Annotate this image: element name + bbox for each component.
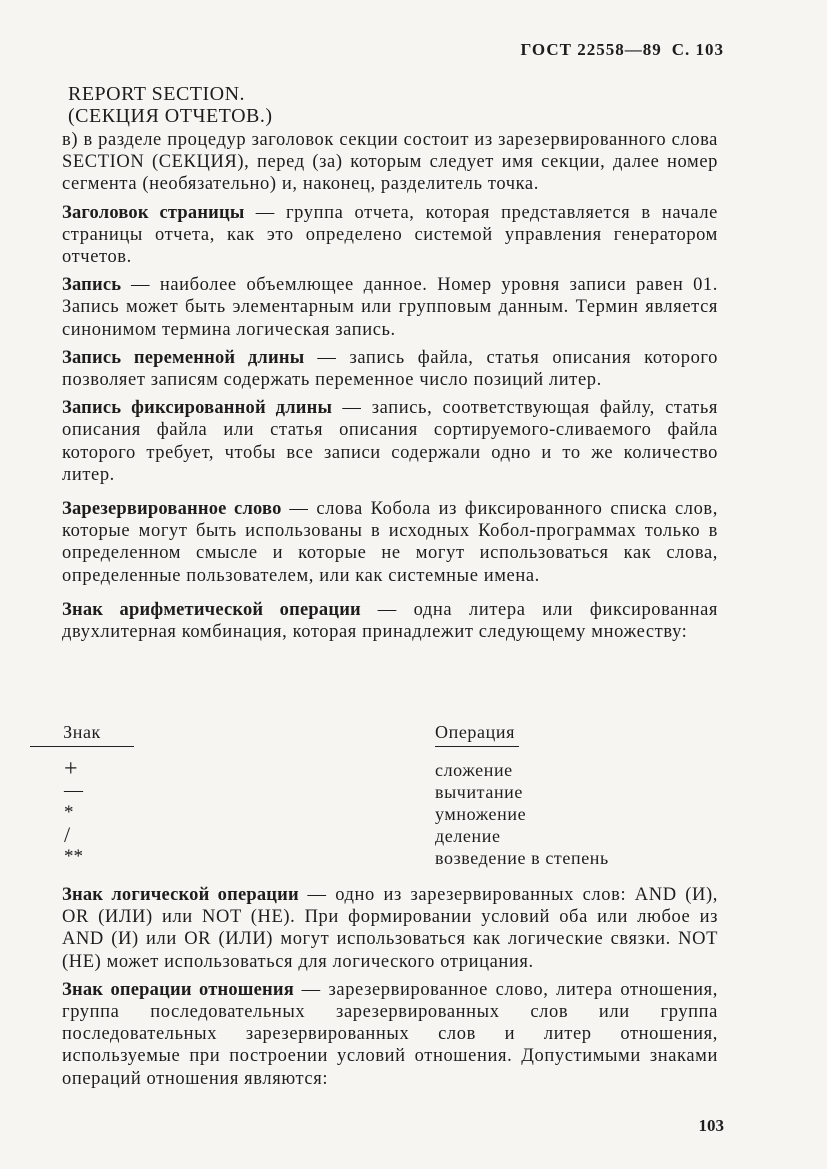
paragraph-record	[62, 274, 718, 341]
paragraph-logic-operator	[62, 884, 718, 973]
term-fixed-record: Запись фиксированной длины	[62, 398, 333, 419]
term-logic-operator: Знак логической операции	[62, 885, 299, 905]
paragraph-page-heading	[62, 202, 718, 269]
paragraph-reserved-word	[62, 498, 718, 587]
report-section-line1: REPORT SECTION.	[68, 83, 246, 105]
table-header-operation: Операция	[435, 722, 519, 747]
standard-number: ГОСТ 22558—89	[520, 40, 662, 59]
term-variable-record: Запись переменной длины	[62, 347, 305, 368]
def-record: — наиболее объемлющее данное. Номер уровня записи равен 01. Запись может быть элементарным или групповым данным. Термин является синонимом термина логическая запись.	[62, 275, 718, 340]
table-header-sign: Знак	[30, 722, 134, 747]
term-relation-operator: Знак операции отношения	[62, 979, 294, 1000]
text-block-upper	[62, 129, 718, 649]
def-variable-record: — запись файла, статья описания которого позволяет записям содержать переменное число позиций литер.	[62, 347, 718, 391]
paragraph-section-header: в) в разделе процедур заголовок секции состоит из зарезервированного слова SECTION (СЕКЦИЯ), перед (за) которым следует имя секции, далее номер сегмента (необязательно) и, наконец, разделитель точка.	[62, 130, 718, 195]
def-relation-operator: — зарезервированное слово, литера отношения, группа последовательных зарезервированных слов или группа последовательных зарезервированных слов и литер отношения, используемые при построении условий отношения. Допустимыми знаками операций отношения являются:	[62, 979, 718, 1089]
table-op-multiplication: умножение	[435, 804, 527, 824]
term-page-heading: Заголовок страницы	[62, 202, 245, 223]
def-arith-operator: — одна литера или фиксированная двухлитерная комбинация, которая принадлежит следующему множеству:	[62, 599, 718, 643]
table-sign-power: **	[64, 846, 83, 867]
page-header	[511, 40, 724, 60]
table-op-division: деление	[435, 826, 501, 846]
term-arith-operator: Знак арифметической операции	[62, 599, 361, 620]
text-block-lower	[62, 884, 718, 1096]
paragraph-relation-operator	[62, 979, 718, 1090]
header-page-ref: С. 103	[671, 40, 724, 59]
def-page-heading: — группа отчета, которая представляется в начале страницы отчета, как это определено системой управления генератором отчетов.	[62, 202, 718, 268]
paragraph-fixed-record	[62, 397, 718, 486]
table-op-subtraction: вычитание	[435, 782, 524, 802]
def-logic-operator: — одно из зарезервированных слов: AND (И), OR (ИЛИ) или NOT (НЕ). При формировании условий оба или любое из AND (И) или OR (ИЛИ) могут использоваться как логические связки. NOT (НЕ) может использоваться для логического отрицания.	[62, 885, 718, 972]
paragraph-arith-operator	[62, 599, 718, 643]
table-op-addition: сложение	[435, 760, 513, 780]
report-section-line2: (СЕКЦИЯ ОТЧЕТОВ.)	[68, 105, 273, 127]
def-reserved-word: — слова Кобола из фиксированного списка слов, которые могут быть использованы в исходных Кобол-программах только в определенном смысле и которые не могут использоваться как слова, определенные пользователем, или как системные имена.	[62, 499, 718, 586]
page-number: 103	[698, 1116, 724, 1135]
def-fixed-record: — запись, соответствующая файлу, статья описания файла или статья описания сортируемого-сливаемого файла которого требует, чтобы все записи содержали одно и то же количество литер.	[62, 398, 719, 485]
table-op-exponent: возведение в степень	[435, 848, 609, 868]
arith-operators-table	[30, 722, 710, 872]
term-record: Запись	[62, 275, 122, 296]
term-reserved-word: Зарезервированное слово	[62, 499, 282, 520]
table-sign-divide: /	[64, 822, 71, 847]
table-sign-multiply: *	[64, 802, 74, 823]
table-sign-plus: +	[64, 756, 78, 782]
report-section-heading	[68, 83, 273, 127]
table-sign-minus: —	[64, 780, 83, 801]
paragraph-variable-record	[62, 347, 718, 391]
